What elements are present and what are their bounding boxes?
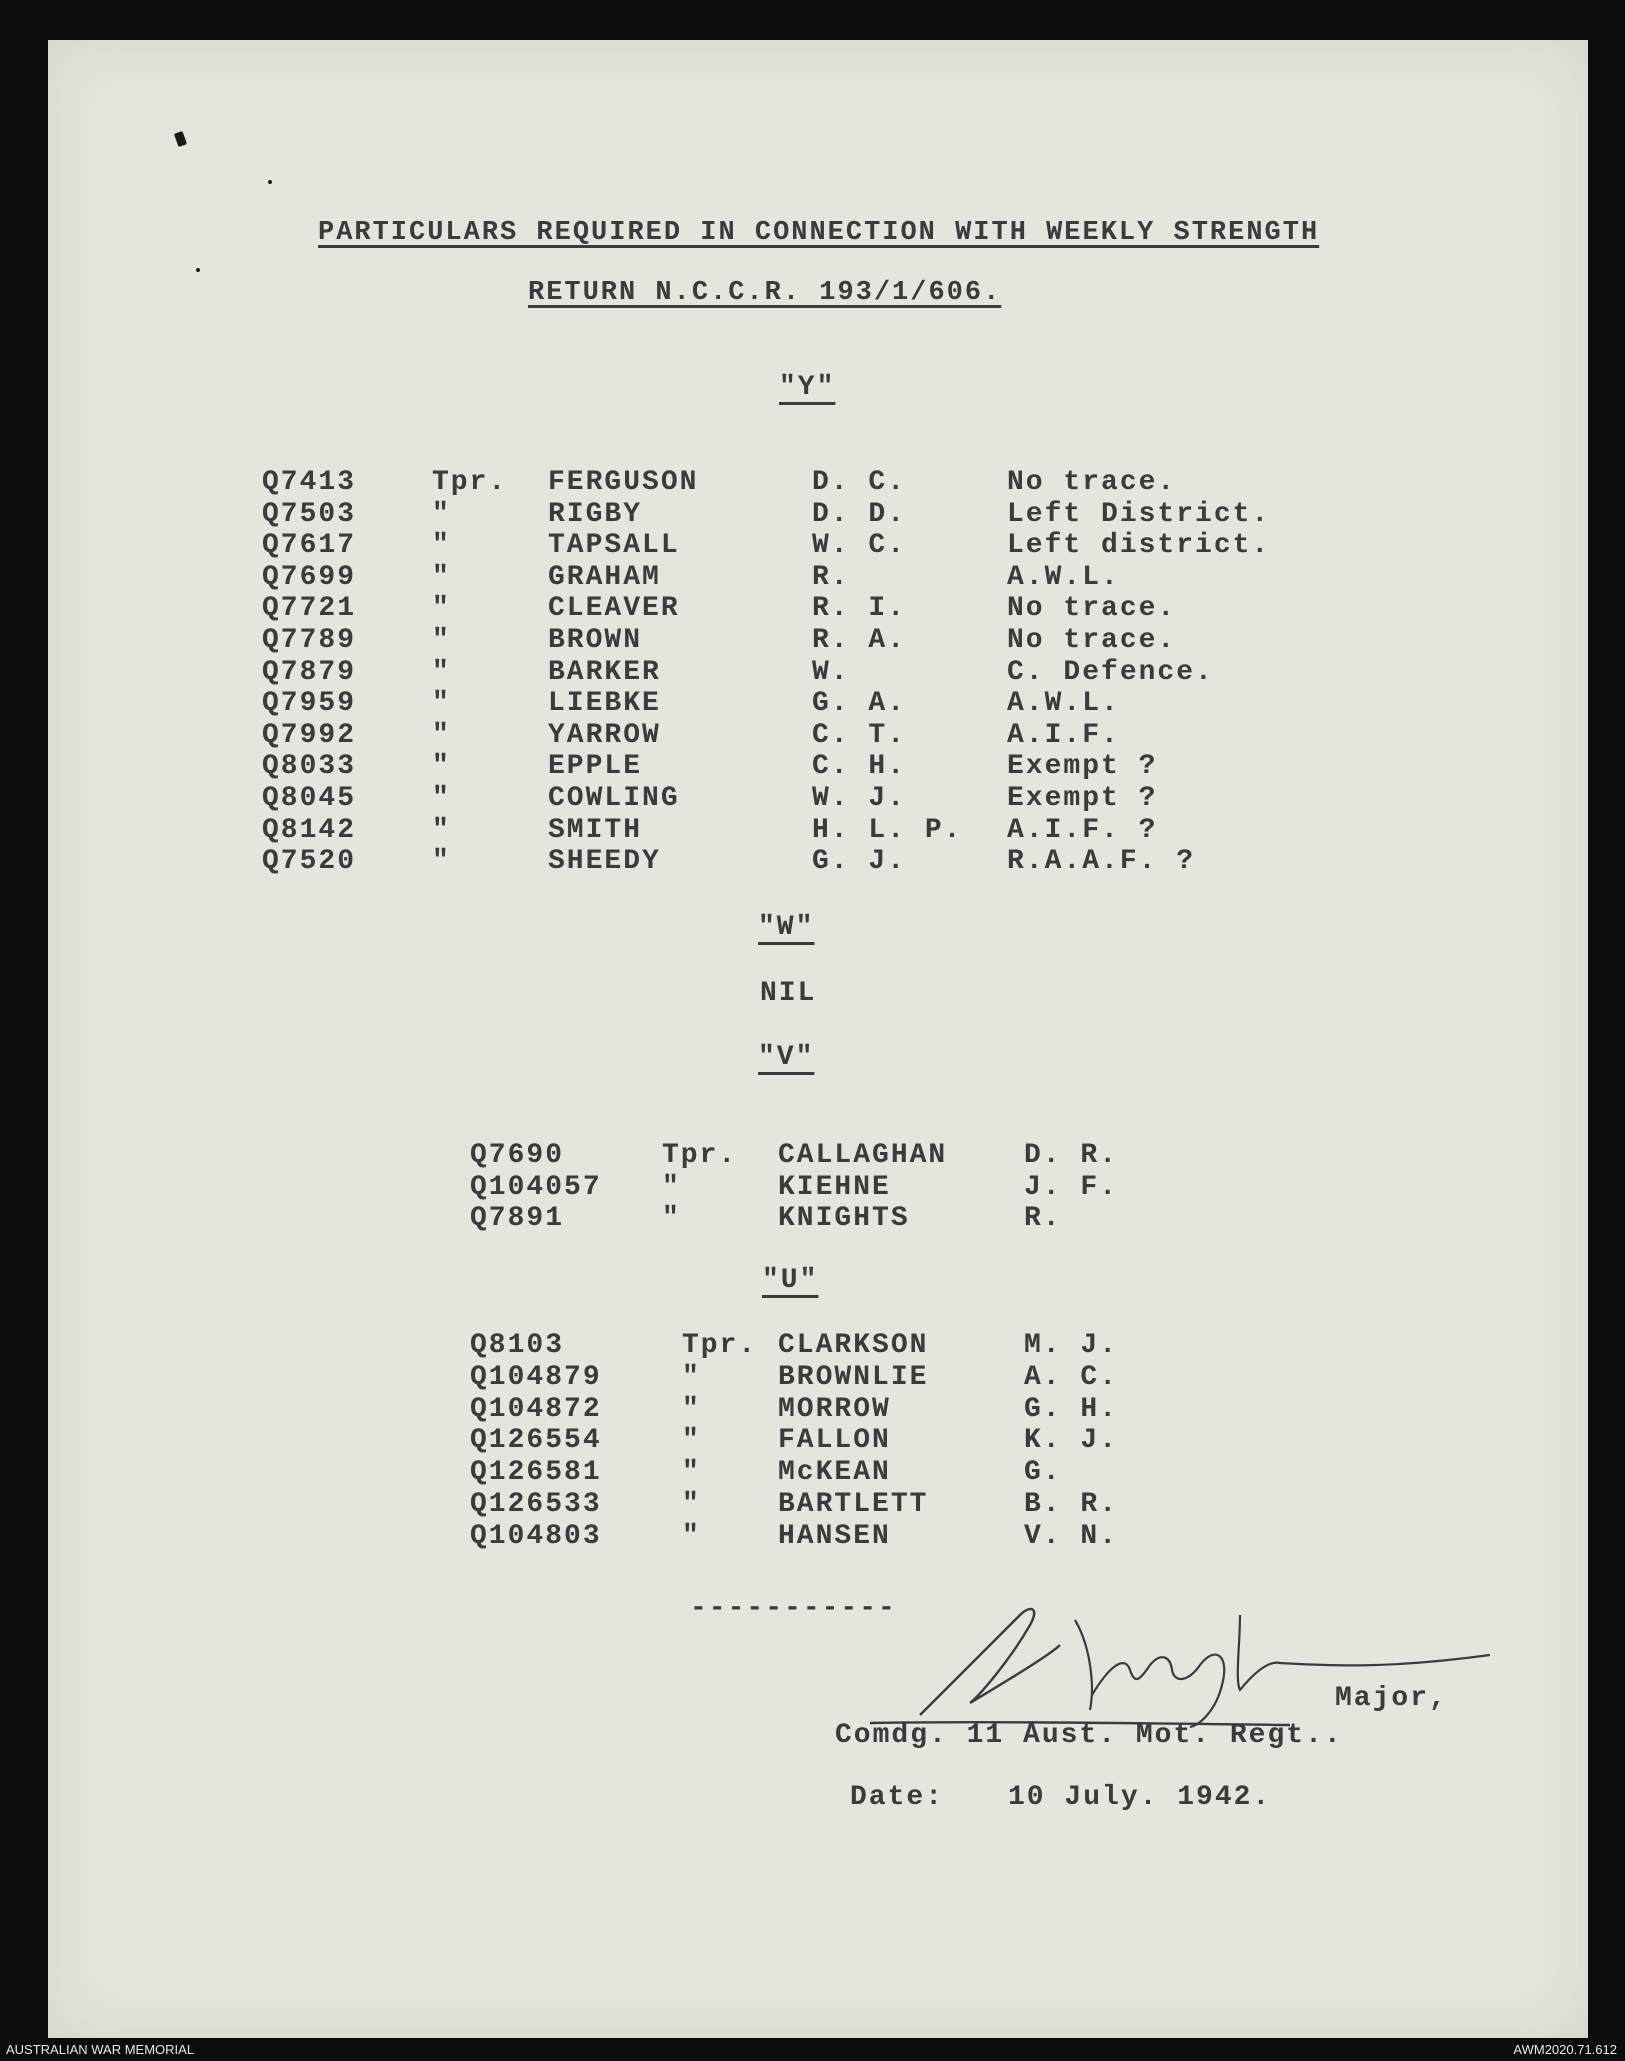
- section-y-row-rank: ": [432, 719, 451, 751]
- section-heading-u: "U": [762, 1265, 819, 1296]
- section-y-row-surname: SHEEDY: [548, 846, 661, 878]
- date-value: 10 July. 1942.: [1008, 1782, 1272, 1813]
- section-y-row-number: Q7503: [262, 498, 357, 530]
- section-y-row-remark: No trace.: [1007, 467, 1177, 498]
- section-u-row-initials: G. H.: [1024, 1393, 1119, 1425]
- archive-reference: AWM2020.71.612: [1513, 2042, 1617, 2057]
- section-y-row-remark: Left district.: [1007, 530, 1271, 562]
- section-u-row-initials: M. J.: [1024, 1330, 1119, 1361]
- section-y-row-remark: A.W.L.: [1007, 561, 1120, 593]
- section-v-row-initials: R.: [1024, 1203, 1062, 1234]
- title-line-2: RETURN N.C.C.R. 193/1/606.: [528, 278, 1002, 308]
- document-page: [48, 40, 1588, 2038]
- section-y-row-rank: ": [432, 656, 451, 688]
- section-y-row-surname: TAPSALL: [548, 530, 680, 562]
- section-y-row-remark: C. Defence.: [1007, 656, 1214, 688]
- section-u-row-initials: B. R.: [1024, 1489, 1119, 1520]
- section-u-row-rank: ": [682, 1361, 701, 1393]
- section-y-row-rank: ": [432, 688, 451, 720]
- section-y-row-number: Q7520: [262, 846, 357, 878]
- title-line-1: PARTICULARS REQUIRED IN CONNECTION WITH WEEKLY STRENGTH: [318, 218, 1320, 248]
- section-y-row-rank: ": [432, 561, 451, 593]
- section-u-row-number: Q126533: [470, 1489, 602, 1520]
- section-u-row-rank: ": [682, 1393, 701, 1425]
- section-heading-w: "W": [758, 912, 815, 943]
- section-u-row-number: Q126581: [470, 1457, 602, 1489]
- section-y-row-initials: H. L. P.: [812, 814, 963, 846]
- section-y-row-rank: ": [432, 751, 451, 783]
- section-y-row-remark: Exempt ?: [1007, 783, 1158, 814]
- section-y-row-surname: BARKER: [548, 656, 661, 688]
- section-y-row-number: Q8033: [262, 751, 357, 783]
- section-y-row-number: Q7879: [262, 656, 357, 688]
- section-v-row-number: Q104057: [470, 1171, 602, 1203]
- section-v-row-surname: KIEHNE: [778, 1171, 891, 1203]
- section-u-row-rank: Tpr.: [682, 1330, 758, 1361]
- section-y-row-surname: GRAHAM: [548, 561, 661, 593]
- section-u-row-initials: A. C.: [1024, 1361, 1119, 1393]
- section-u-row-rank: ": [682, 1489, 701, 1520]
- section-v-row-number: Q7891: [470, 1203, 565, 1234]
- section-u-row-initials: K. J.: [1024, 1425, 1119, 1457]
- section-y-row-surname: RIGBY: [548, 498, 643, 530]
- archive-footer: [0, 2038, 1625, 2061]
- section-y-row-rank: Tpr.: [432, 467, 508, 498]
- section-y-row-initials: C. T.: [812, 719, 907, 751]
- section-heading-v: "V": [758, 1042, 815, 1073]
- section-u-row-surname: MORROW: [778, 1393, 891, 1425]
- section-v-row-rank: ": [662, 1203, 681, 1234]
- section-u-row-initials: G.: [1024, 1457, 1062, 1489]
- section-u-row-rank: ": [682, 1457, 701, 1489]
- section-y-row-remark: No trace.: [1007, 593, 1177, 625]
- section-y-row-initials: W. J.: [812, 783, 907, 814]
- section-u-row-initials: V. N.: [1024, 1520, 1119, 1552]
- section-y-row-remark: A.I.F.: [1007, 719, 1120, 751]
- section-y-row-surname: EPPLE: [548, 751, 643, 783]
- signatory-rank: Major,: [1335, 1683, 1448, 1714]
- section-y-row-rank: ": [432, 530, 451, 562]
- section-u-row-surname: BROWNLIE: [778, 1361, 929, 1393]
- signatory-unit: Comdg. 11 Aust. Mot. Regt..: [835, 1720, 1343, 1751]
- section-y-row-number: Q7721: [262, 593, 357, 625]
- section-y-row-rank: ": [432, 846, 451, 878]
- section-u-row-surname: BARTLETT: [778, 1489, 929, 1520]
- section-y-row-rank: ": [432, 498, 451, 530]
- section-v-row-rank: Tpr.: [662, 1140, 738, 1171]
- section-y-row-number: Q7617: [262, 530, 357, 562]
- section-y-row-number: Q7789: [262, 625, 357, 656]
- section-y-row-surname: CLEAVER: [548, 593, 680, 625]
- archive-name: AUSTRALIAN WAR MEMORIAL: [6, 2042, 195, 2057]
- section-u-row-surname: FALLON: [778, 1425, 891, 1457]
- section-v-row-initials: D. R.: [1024, 1140, 1119, 1171]
- section-u-row-rank: ": [682, 1520, 701, 1552]
- section-y-row-surname: SMITH: [548, 814, 643, 846]
- section-y-row-initials: D. D.: [812, 498, 907, 530]
- section-v-row-surname: KNIGHTS: [778, 1203, 910, 1234]
- section-y-row-remark: R.A.A.F. ?: [1007, 846, 1196, 878]
- section-y-row-rank: ": [432, 625, 451, 656]
- section-y-row-surname: YARROW: [548, 719, 661, 751]
- ink-dot: [268, 180, 272, 184]
- section-y-row-initials: R.: [812, 561, 850, 593]
- section-y-row-number: Q8142: [262, 814, 357, 846]
- section-u-row-number: Q104872: [470, 1393, 602, 1425]
- section-v-row-rank: ": [662, 1171, 681, 1203]
- section-y-row-remark: Left District.: [1007, 498, 1271, 530]
- section-y-row-number: Q7992: [262, 719, 357, 751]
- ink-dot: [196, 268, 200, 272]
- section-v-row-number: Q7690: [470, 1140, 565, 1171]
- section-y-row-number: Q7699: [262, 561, 357, 593]
- section-u-row-surname: CLARKSON: [778, 1330, 929, 1361]
- section-u-row-rank: ": [682, 1425, 701, 1457]
- section-y-row-remark: A.W.L.: [1007, 688, 1120, 720]
- section-v-row-initials: J. F.: [1024, 1171, 1119, 1203]
- ink-mark: [174, 131, 187, 147]
- section-y-row-surname: LIEBKE: [548, 688, 661, 720]
- section-y-row-remark: Exempt ?: [1007, 751, 1158, 783]
- section-y-row-initials: R. A.: [812, 625, 907, 656]
- section-y-row-surname: FERGUSON: [548, 467, 699, 498]
- section-y-row-rank: ": [432, 593, 451, 625]
- section-u-row-surname: McKEAN: [778, 1457, 891, 1489]
- section-y-row-rank: ": [432, 814, 451, 846]
- date-label: Date:: [850, 1782, 945, 1813]
- divider-line: -----------: [690, 1593, 897, 1624]
- section-y-row-initials: W. C.: [812, 530, 907, 562]
- section-y-row-surname: BROWN: [548, 625, 643, 656]
- section-v-row-surname: CALLAGHAN: [778, 1140, 948, 1171]
- section-y-row-number: Q8045: [262, 783, 357, 814]
- section-y-row-number: Q7413: [262, 467, 357, 498]
- section-u-row-number: Q104803: [470, 1520, 602, 1552]
- section-y-row-initials: C. H.: [812, 751, 907, 783]
- section-y-row-remark: No trace.: [1007, 625, 1177, 656]
- section-u-row-number: Q104879: [470, 1361, 602, 1393]
- section-y-row-number: Q7959: [262, 688, 357, 720]
- section-y-row-surname: COWLING: [548, 783, 680, 814]
- section-y-row-initials: D. C.: [812, 467, 907, 498]
- section-y-row-initials: G. J.: [812, 846, 907, 878]
- section-w-nil: NIL: [760, 978, 817, 1009]
- section-heading-y: "Y": [779, 372, 836, 403]
- section-u-row-surname: HANSEN: [778, 1520, 891, 1552]
- section-y-row-initials: G. A.: [812, 688, 907, 720]
- section-y-row-remark: A.I.F. ?: [1007, 814, 1158, 846]
- section-y-row-initials: W.: [812, 656, 850, 688]
- section-u-row-number: Q126554: [470, 1425, 602, 1457]
- section-u-row-number: Q8103: [470, 1330, 565, 1361]
- section-y-row-rank: ": [432, 783, 451, 814]
- section-y-row-initials: R. I.: [812, 593, 907, 625]
